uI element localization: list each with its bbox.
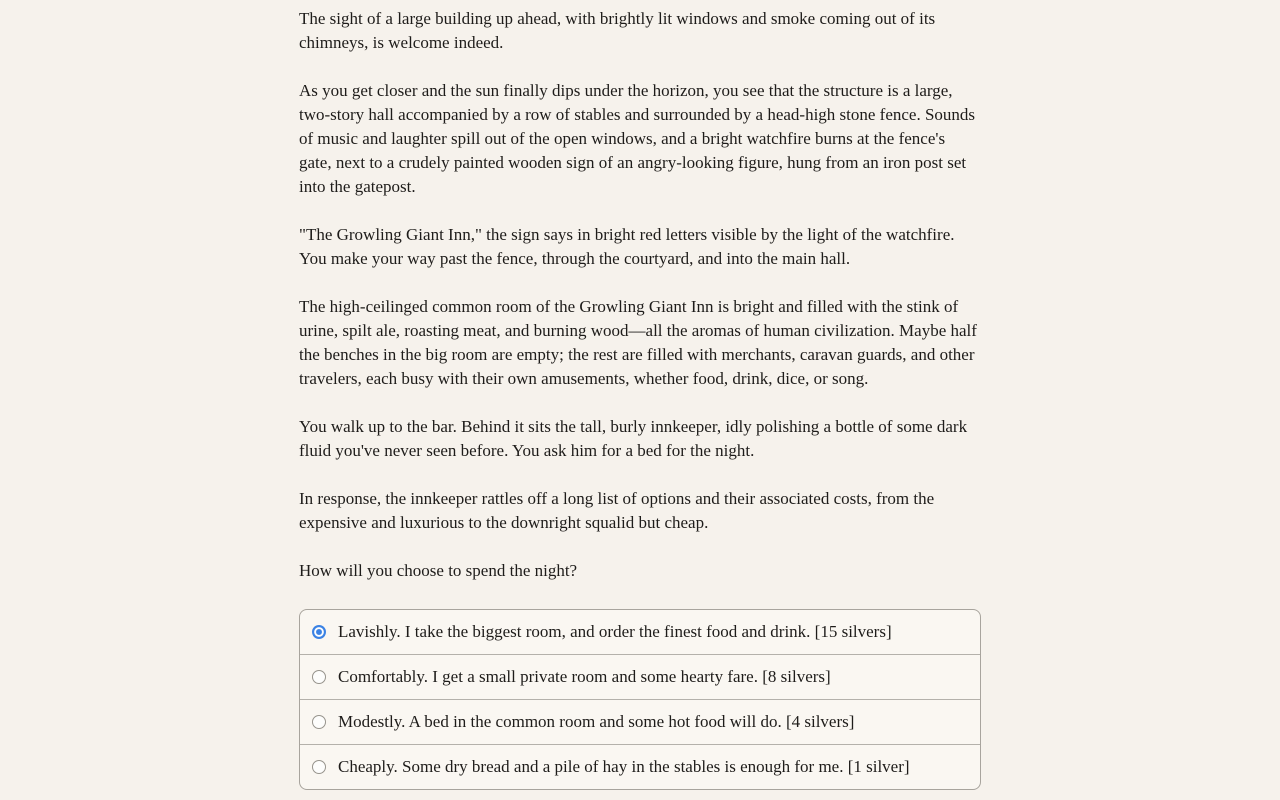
choice-label: Modestly. A bed in the common room and some hot food will do. [4 silvers] [338, 712, 855, 731]
radio-button-icon[interactable] [312, 715, 326, 729]
choice-option-modestly[interactable] [300, 699, 980, 744]
choice-label: Comfortably. I get a small private room and some hearty fare. [8 silvers] [338, 667, 831, 686]
story-paragraph: The high-ceilinged common room of the Growling Giant Inn is bright and filled with the stink of urine, spilt ale, roasting meat, and burning wood—all the aromas of human civilization. Maybe half the benches in the big room are empty; the rest are filled with merchants, caravan guards, and other travelers, each busy with their own amusements, whether food, drink, dice, or song. [299, 297, 977, 388]
radio-button-icon[interactable] [312, 760, 326, 774]
story-paragraph: As you get closer and the sun finally dips under the horizon, you see that the structure is a large, two-story hall accompanied by a row of stables and surrounded by a head-high stone fence. Sounds of music and laughter spill out of the open windows, and a bright watchfire burns at the fence's gate, next to a crudely painted wooden sign of an angry-looking figure, hung from an iron post set into the gatepost. [299, 81, 976, 196]
radio-button-icon[interactable] [312, 625, 326, 639]
story-page [299, 0, 981, 790]
choice-label: Cheaply. Some dry bread and a pile of hay in the stables is enough for me. [1 silver] [338, 757, 910, 776]
story-paragraph: You walk up to the bar. Behind it sits the tall, burly innkeeper, idly polishing a bottle of some dark fluid you've never seen before. You ask him for a bed for the night. [299, 417, 968, 460]
choice-option-cheaply[interactable] [300, 744, 980, 789]
choice-option-comfortably[interactable] [300, 654, 980, 699]
choice-option-lavishly[interactable] [300, 610, 980, 654]
choices-list [299, 609, 981, 790]
radio-button-icon[interactable] [312, 670, 326, 684]
choice-label: Lavishly. I take the biggest room, and order the finest food and drink. [15 silvers] [338, 622, 892, 641]
story-paragraph: In response, the innkeeper rattles off a long list of options and their associated costs, from the expensive and luxurious to the downright squalid but cheap. [299, 489, 935, 532]
story-prompt: How will you choose to spend the night? [299, 561, 578, 580]
story-paragraph: The sight of a large building up ahead, with brightly lit windows and smoke coming out of its chimneys, is welcome indeed. [299, 9, 936, 52]
story-paragraph: "The Growling Giant Inn," the sign says in bright red letters visible by the light of the watchfire. You make your way past the fence, through the courtyard, and into the main hall. [299, 225, 955, 268]
